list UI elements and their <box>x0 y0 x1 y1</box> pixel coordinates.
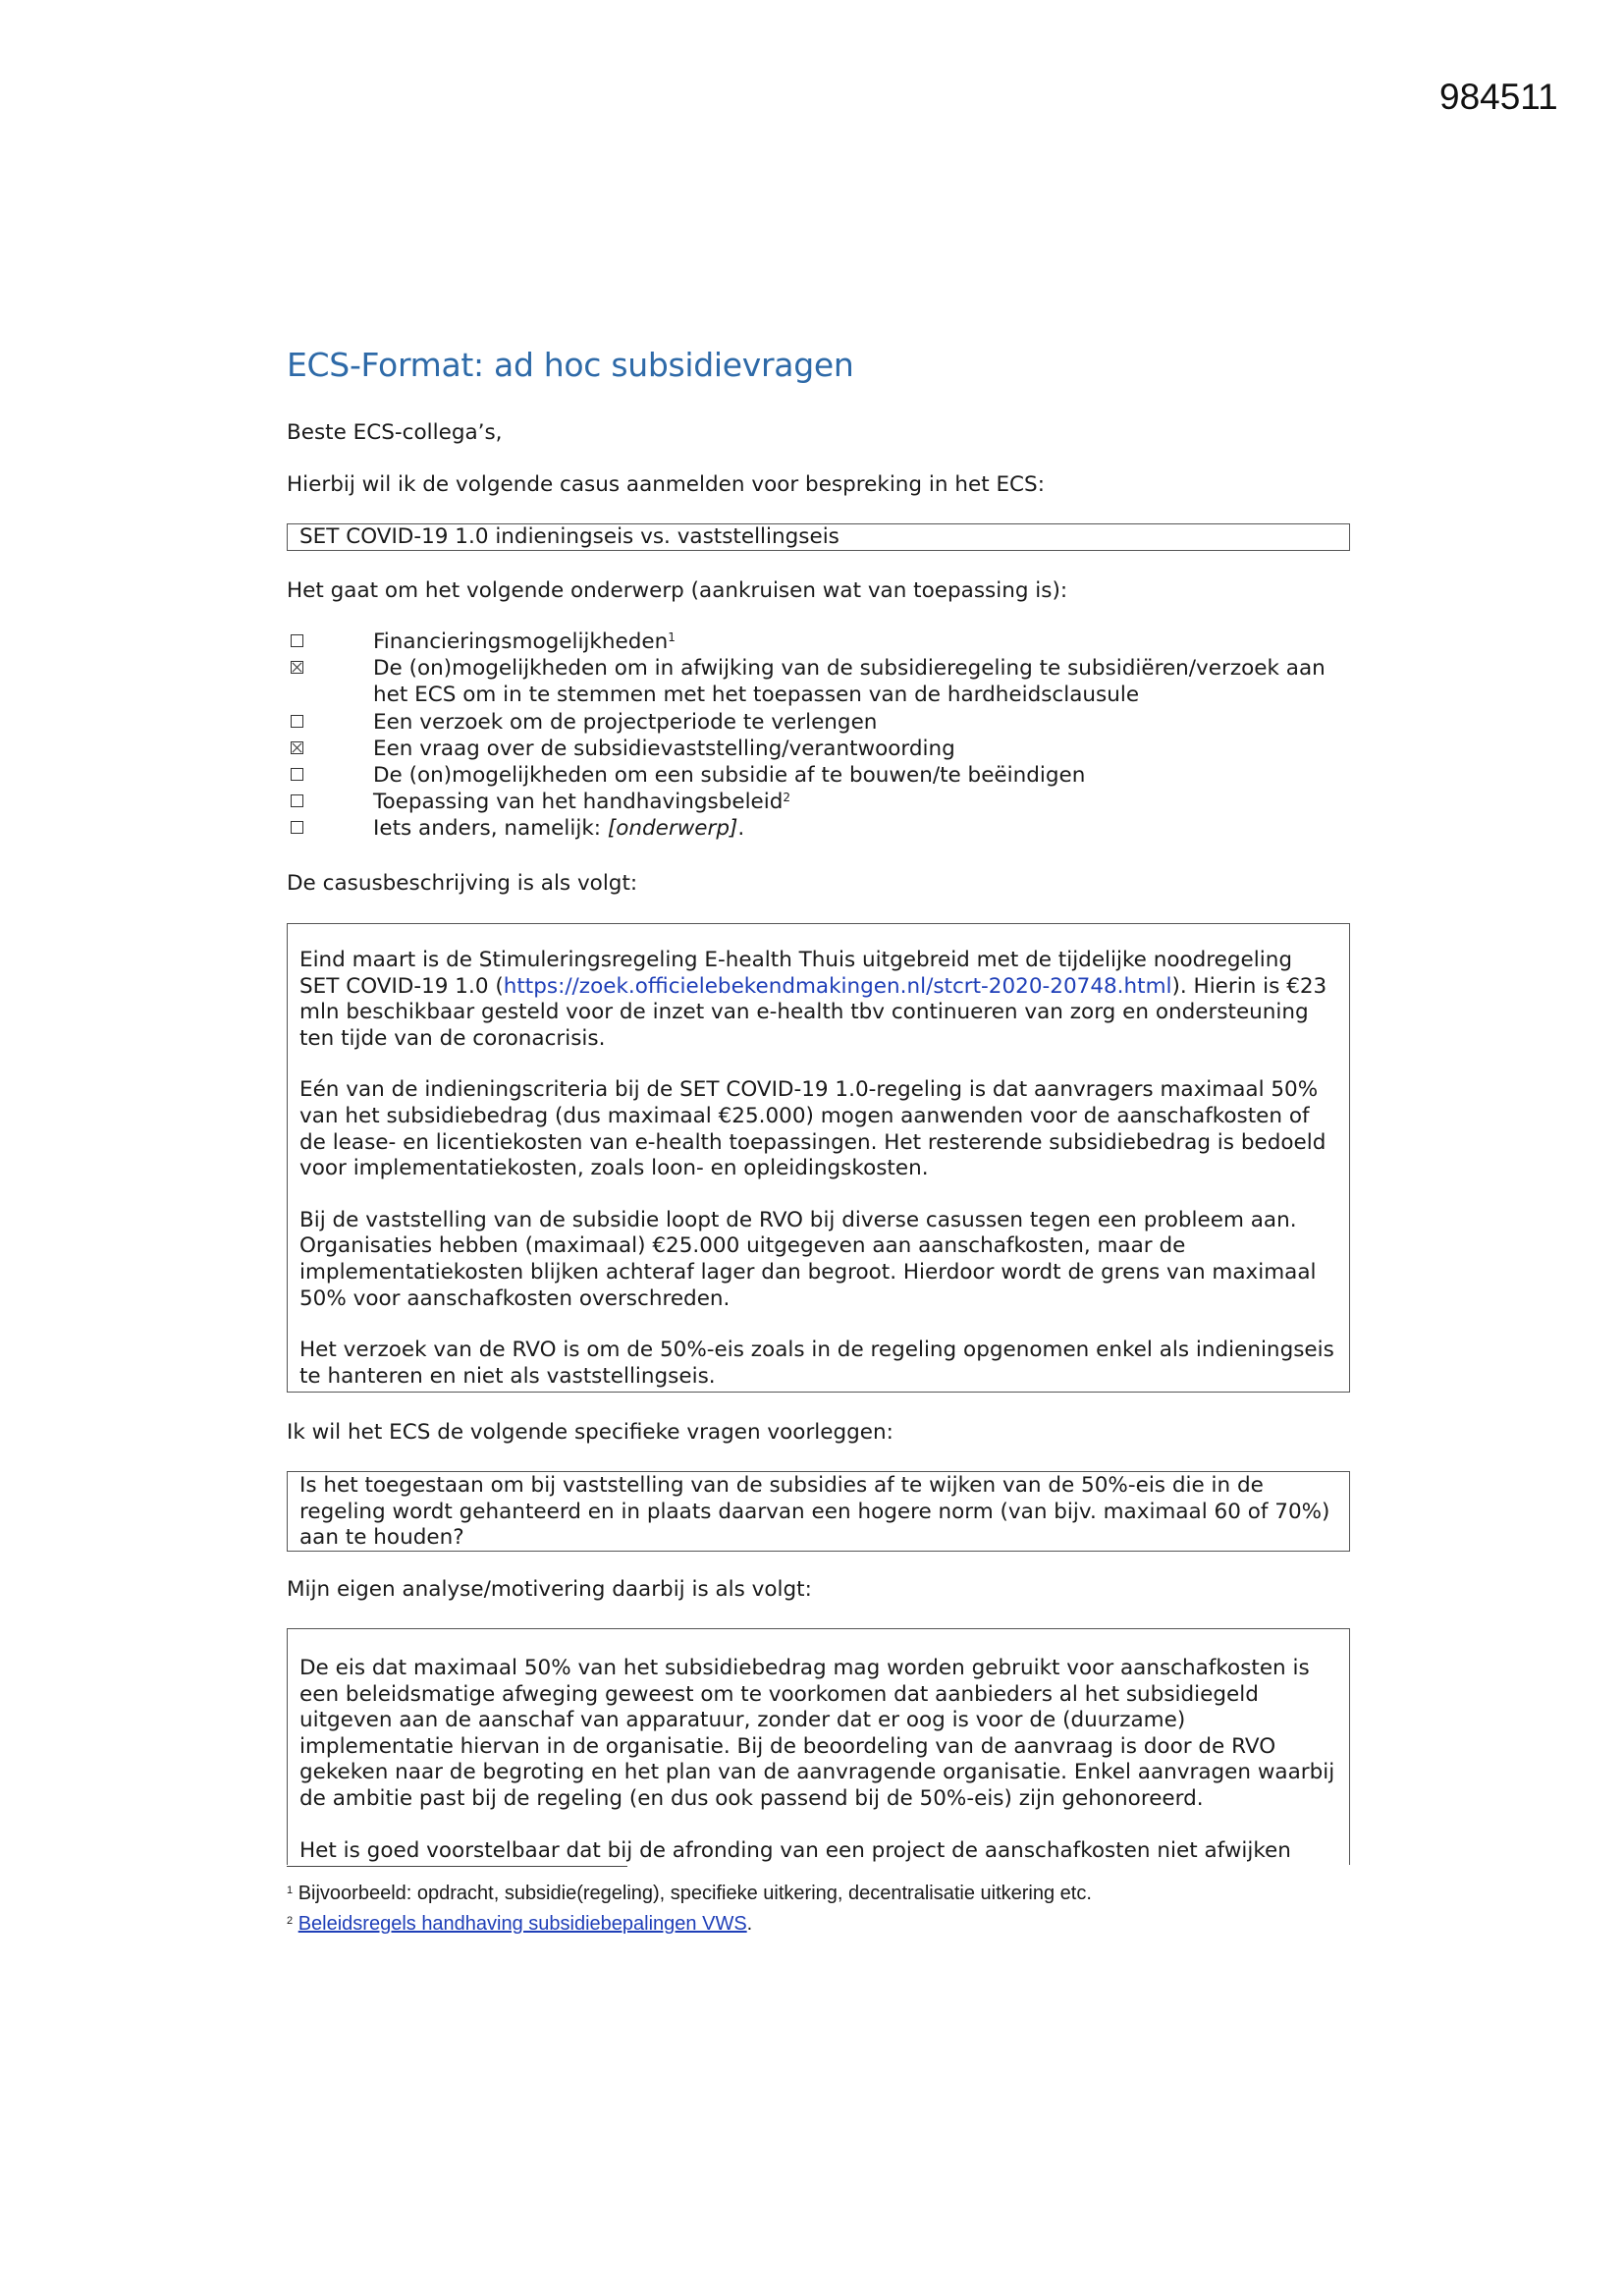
description-paragraph: Eind maart is de Stimuleringsregeling E-health Thuis uitgebreid met de tijdelijke noodregeling SET COVID-19 1.0 (https://zoek.officielebekendmakingen.nl/stcrt-2020-20748.html). Hierin is €23 mln beschikbaar gesteld voor de inzet van e-health tbv continueren van zorg en ondersteuning ten tijde van de coronacrisis. <box>299 948 1327 1051</box>
subject-options <box>287 629 1357 843</box>
option-label: Financieringsmogelijkheden <box>373 629 669 654</box>
footnote-ref: 2 <box>783 791 791 805</box>
checkbox-unchecked-icon[interactable] <box>291 821 303 834</box>
footnote-divider <box>287 1866 627 1867</box>
description-paragraph: Eén van de indieningscriteria bij de SET COVID-19 1.0-regeling is dat aanvragers maximaal 50% van het subsidiebedrag (dus maximaal €25.000) mogen aanwenden voor de aanschafkosten of de lease- en licentiekosten van e-health toepassingen. Het resterende subsidiebedrag is bedoeld voor implementatiekosten, zoals loon- en opleidingskosten. <box>299 1077 1326 1181</box>
greeting: Beste ECS-collega’s, <box>287 420 503 445</box>
footnote-1: $^1$ Bijvoorbeeld: opdracht, subsidie(regeling), specifieke uitkering, decentralisatie uitkering etc. <box>287 1883 1092 1904</box>
option-hardship-clause <box>287 655 1357 708</box>
checkbox-checked-icon[interactable] <box>291 661 303 674</box>
option-label: Een vraag over de subsidievaststelling/verantwoording <box>373 736 955 761</box>
option-label: De (on)mogelijkheden om een subsidie af te bouwen/te beëindigen <box>373 763 1086 789</box>
intro-text: Hierbij wil ik de volgende casus aanmelden voor bespreking in het ECS: <box>287 472 1045 497</box>
option-label: De (on)mogelijkheden om in afwijking van de subsidieregeling te subsidiëren/verzoek aan het ECS om in te stemmen met het toepassen van de hardheidsclausule <box>373 656 1326 708</box>
checkbox-unchecked-icon[interactable] <box>291 634 303 647</box>
checkbox-unchecked-icon[interactable] <box>291 715 303 728</box>
footnote-ref: 1 <box>668 630 676 644</box>
case-title-text: SET COVID-19 1.0 indieningseis vs. vaststellingseis <box>299 524 839 549</box>
option-other: Iets anders, namelijk: [onderwerp]. <box>287 815 1357 842</box>
option-label: Iets anders, namelijk: <box>373 816 608 842</box>
description-paragraph: Bij de vaststelling van de subsidie loopt de RVO bij diverse casussen tegen een probleem aan. Organisaties hebben (maximaal) €25.000 uitgegeven aan aanschafkosten, maar de implementatiekosten blijken achteraf lager dan begroot. Hierdoor wordt de grens van maximaal 50% voor aanschafkosten overschreden. <box>299 1207 1317 1311</box>
analysis-label: Mijn eigen analyse/motivering daarbij is als volgt: <box>287 1577 812 1602</box>
option-settlement <box>287 736 1357 762</box>
option-financing <box>287 629 1357 655</box>
question-text: Is het toegestaan om bij vaststelling van de subsidies af te wijken van de 50%-eis die in de regeling wordt gehanteerd en in plaats daarvan een hogere norm (van bijv. maximaal 60 of 70%) aan te houden? <box>299 1473 1330 1551</box>
option-phase-out <box>287 762 1357 789</box>
option-label: Toepassing van het handhavingsbeleid <box>373 790 784 815</box>
description-label: De casusbeschrijving is als volgt: <box>287 871 638 896</box>
analysis-paragraph: Het is goed voorstelbaar dat bij de afronding van een project de aanschafkosten niet afwijken <box>299 1837 1291 1863</box>
analysis-paragraph: De eis dat maximaal 50% van het subsidiebedrag mag worden gebruikt voor aanschafkosten is een beleidsmatige afweging geweest om te voorkomen dat aanbieders al het subsidiegeld uitgeven aan de aanschaf van apparatuur, zonder dat er oog is voor de (duurzame) implementatie hiervan in de organisatie. Bij de beoordeling van de aanvraag is door de RVO gekeken naar de begroting en het plan van de aanvragende organisatie. Enkel aanvragen waarbij de ambitie past bij de regeling (en dus ook passend bij de 50%-eis) zijn gehonoreerd. <box>299 1656 1335 1811</box>
enforcement-policy-link[interactable]: Beleidsregels handhaving subsidiebepalingen VWS <box>298 1913 747 1935</box>
subject-prompt: Het gaat om het volgende onderwerp (aankruisen wat van toepassing is): <box>287 578 1068 603</box>
option-enforcement <box>287 789 1357 815</box>
page-title: ECS-Format: ad hoc subsidievragen <box>287 346 854 384</box>
footnote-2: $^2$ Beleidsregels handhaving subsidiebepalingen VWS. <box>287 1913 753 1935</box>
description-paragraph: Het verzoek van de RVO is om de 50%-eis zoals in de regeling opgenomen enkel als indieningseis te hanteren en niet als vaststellingseis. <box>299 1338 1334 1389</box>
analysis-box[interactable] <box>287 1628 1350 1865</box>
checkbox-unchecked-icon[interactable] <box>291 768 303 781</box>
regulation-link[interactable]: https://zoek.officielebekendmakingen.nl/stcrt-2020-20748.html <box>503 973 1172 999</box>
description-box[interactable] <box>287 923 1350 1393</box>
checkbox-checked-icon[interactable] <box>291 741 303 754</box>
checkbox-unchecked-icon[interactable] <box>291 794 303 807</box>
option-extend-period <box>287 709 1357 736</box>
option-label: Een verzoek om de projectperiode te verlengen <box>373 709 878 735</box>
question-box[interactable] <box>287 1471 1350 1552</box>
document-number: 984511 <box>1439 77 1558 117</box>
case-title-field[interactable] <box>287 523 1350 551</box>
option-placeholder: [onderwerp] <box>607 816 738 842</box>
questions-label: Ik wil het ECS de volgende specifieke vragen voorleggen: <box>287 1420 893 1445</box>
